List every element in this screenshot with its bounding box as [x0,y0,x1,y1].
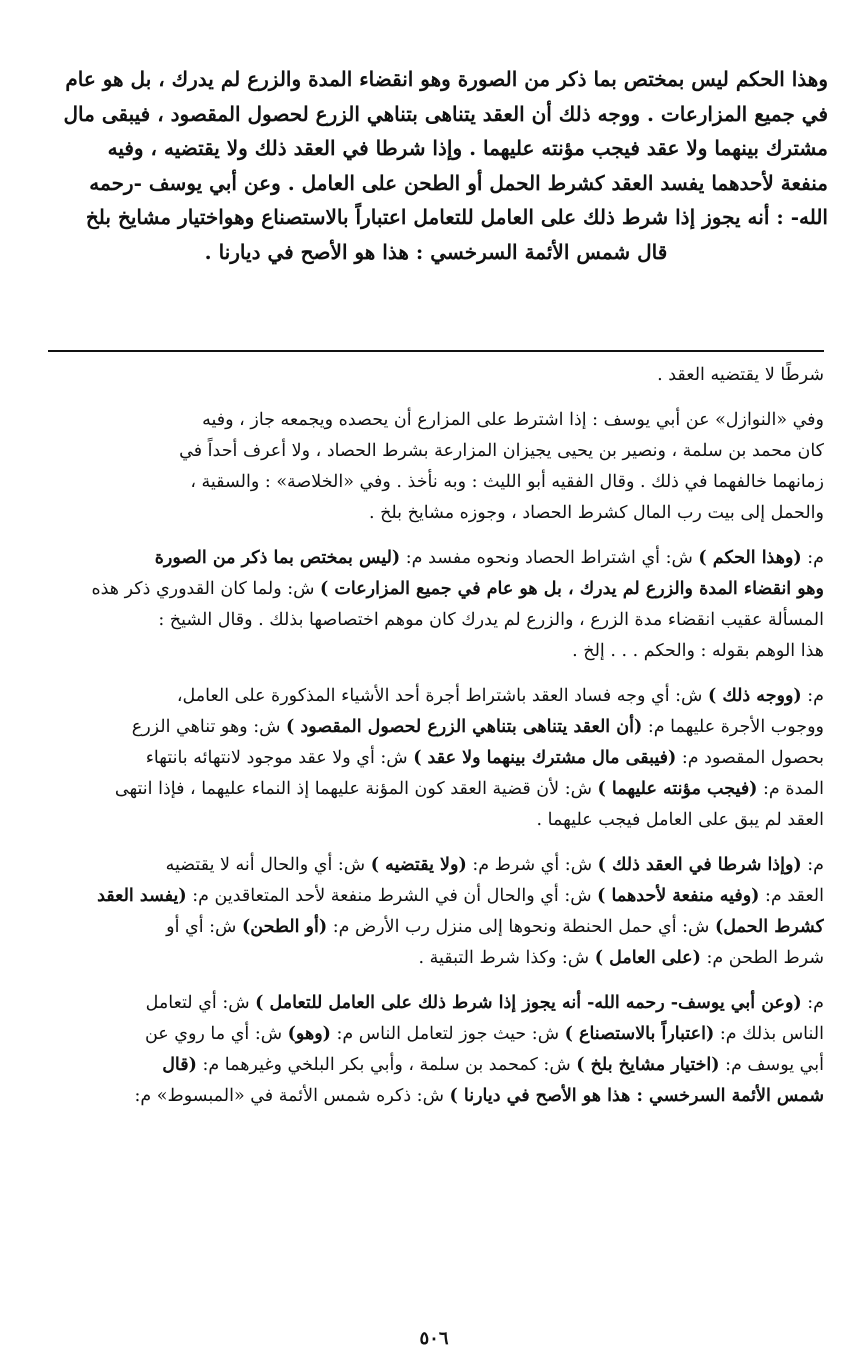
commentary-line [44,1050,824,1081]
sharh-text: ش: أي والحال أن في الشرط منفعة لأحد المتعاقدين م: [186,886,598,906]
sharh-text: بحصول المقصود م: [676,748,824,768]
commentary-paragraph [44,988,824,1112]
quoted-matn: كشرط الحمل) [714,917,824,937]
commentary-line [44,850,824,881]
commentary-line [44,988,824,1019]
sharh-text: ش: أي حمل الحنطة ونحوها إلى منزل رب الأرض م: [327,917,715,937]
quoted-matn: وهو انقضاء المدة والزرع لم يدرك ، بل هو عام في جميع المزارعات ) [320,579,824,599]
quoted-matn: (يفسد العقد [97,886,187,906]
separator-rule [48,350,824,352]
sharh-text: ش: وكذا شرط التبقية . [418,948,595,968]
quoted-matn: (فيجب مؤنته عليهما ) [597,779,758,799]
commentary-line: شرطًا لا يقتضيه العقد . [657,365,824,385]
commentary-line [44,943,824,974]
commentary-paragraph [44,850,824,974]
matn-marker: م: [801,548,824,568]
commentary-line [44,543,824,574]
matn-marker: م: [801,855,824,875]
quoted-matn: (وإذا شرطا في العقد ذلك ) [597,855,802,875]
quoted-matn: (وفيه منفعة لأحدهما ) [597,886,760,906]
main-text-line: منفعة لأحدهما يفسد العقد كشرط الحمل أو الطحن على العامل . وعن أبي يوسف -رحمه [89,170,828,195]
sharh-text: شرط الطحن م: [700,948,824,968]
sharh-text: ش: لأن قضية العقد كون المؤنة عليهما إذ النماء عليهما ، فإذا انتهى [114,779,598,799]
sharh-text: ش: حيث جوز لتعامل الناس م: [330,1024,565,1044]
commentary-line [44,774,824,805]
quoted-matn: (اعتباراً بالاستصناع ) [564,1024,715,1044]
sharh-text: ش: أي ولا عقد موجود لانتهائه بانتهاء [145,748,414,768]
commentary-line [44,681,824,712]
commentary-line: والحمل إلى بيت رب المال كشرط الحصاد ، وجوزه مشايخ بلخ . [368,503,824,523]
sharh-text: ش: أي ما روي عن [144,1024,288,1044]
matn-marker: م: [801,686,824,706]
commentary-paragraph [44,360,824,391]
sharh-text: المدة م: [757,779,824,799]
commentary-line [44,912,824,943]
sharh-text: الناس بذلك م: [714,1024,824,1044]
sharh-text: العقد م: [759,886,824,906]
quoted-matn: شمس الأئمة السرخسي : هذا هو الأصح في ديارنا ) [449,1086,824,1106]
commentary-line [44,881,824,912]
matn-marker: م: [801,993,824,1013]
commentary-paragraph [44,405,824,529]
quoted-matn: (وهو) [287,1024,331,1044]
main-text-block [44,62,828,269]
main-text-line: مشترك بينهما ولا عقد فيجب مؤنته عليهما . وإذا شرطا في العقد ذلك ولا يقتضيه ، وفيه [107,136,828,160]
sharh-text: ش: أي وجه فساد العقد باشتراط أجرة أحد الأشياء المذكورة على العامل، [176,686,708,706]
main-text-line: الله- : أنه يجوز إذا شرط ذلك على العامل للتعامل اعتباراً بالاستصناع وهواختيار مشايخ بلخ [85,205,828,229]
quoted-matn: (أن العقد يتناهى بتناهي الزرع لحصول المقصود ) [286,717,643,737]
commentary-line [44,574,824,605]
sharh-text: ش: أي والحال أنه لا يقتضيه [165,855,371,875]
quoted-matn: (ليس بمختص بما ذكر من الصورة [154,548,401,568]
commentary-line [44,743,824,774]
commentary-line: وفي «النوازل» عن أبي يوسف : إذا اشترط على المزارع أن يحصده ويجمعه جاز ، وفيه [202,410,824,430]
sharh-text: أبي يوسف م: [719,1055,824,1075]
quoted-matn: (وعن أبي يوسف- رحمه الله- أنه يجوز إذا شرط ذلك على العامل للتعامل ) [255,993,802,1013]
commentary-line: زمانهما خالفهما في ذلك . وقال الفقيه أبو الليث : وبه نأخذ . وفي «الخلاصة» : والسقية ، [190,472,824,492]
main-text-line: وهذا الحكم ليس بمختص بما ذكر من الصورة وهو انقضاء المدة والزرع لم يدرك ، بل هو عام [65,67,828,91]
quoted-matn: (اختيار مشايخ بلخ ) [576,1055,720,1075]
main-text-line: في جميع المزارعات . ووجه ذلك أن العقد يتناهى بتناهي الزرع لحصول المقصود ، فيبقى مال [63,101,828,126]
sharh-text: ش: أي لتعامل [145,993,256,1013]
sharh-text: ش: ذكره شمس الأئمة في «المبسوط» م: [134,1086,450,1106]
sharh-text: ش: كمحمد بن سلمة ، وأبي بكر البلخي وغيرهما م: [196,1055,577,1075]
main-text-line: قال شمس الأئمة السرخسي : هذا هو الأصح في ديارنا . [204,239,668,264]
sharh-text: ش: أي أو [166,917,242,937]
sharh-text: ش: أي شرط م: [466,855,598,875]
sharh-text: ش: أي اشتراط الحصاد ونحوه مفسد م: [400,548,699,568]
sharh-text: ووجوب الأجرة عليهما م: [642,717,824,737]
commentary-line: هذا الوهم بقوله : والحكم . . . إلخ . [572,641,824,661]
sharh-text: ش: ولما كان القدوري ذكر هذه [91,579,321,599]
commentary-line [44,1019,824,1050]
commentary-line [44,712,824,743]
quoted-matn: (ووجه ذلك ) [707,686,802,706]
sharh-text: ش: وهو تناهي الزرع [131,717,287,737]
commentary-line: كان محمد بن سلمة ، ونصير بن يحيى يجيزان المزارعة بشرط الحصاد ، ولا أعرف أحداً في [179,441,824,461]
quoted-matn: (على العامل ) [594,948,701,968]
commentary-line: العقد لم يبق على العامل فيجب عليهما . [536,810,824,830]
quoted-matn: (قال [162,1055,197,1075]
quoted-matn: (ولا يقتضيه ) [370,855,467,875]
quoted-matn: (وهذا الحكم ) [698,548,802,568]
commentary-line: المسألة عقيب انقضاء مدة الزرع ، والزرع لم يدرك كان موهم اختصاصها بذلك . وقال الشيخ : [158,610,824,630]
quoted-matn: (أو الطحن) [241,917,328,937]
commentary-block [44,360,824,1112]
commentary-paragraph [44,543,824,667]
commentary-line [44,1081,824,1112]
quoted-matn: (فيبقى مال مشترك بينهما ولا عقد ) [413,748,677,768]
commentary-paragraph [44,681,824,836]
page-number: ٥٠٦ [419,1328,449,1349]
